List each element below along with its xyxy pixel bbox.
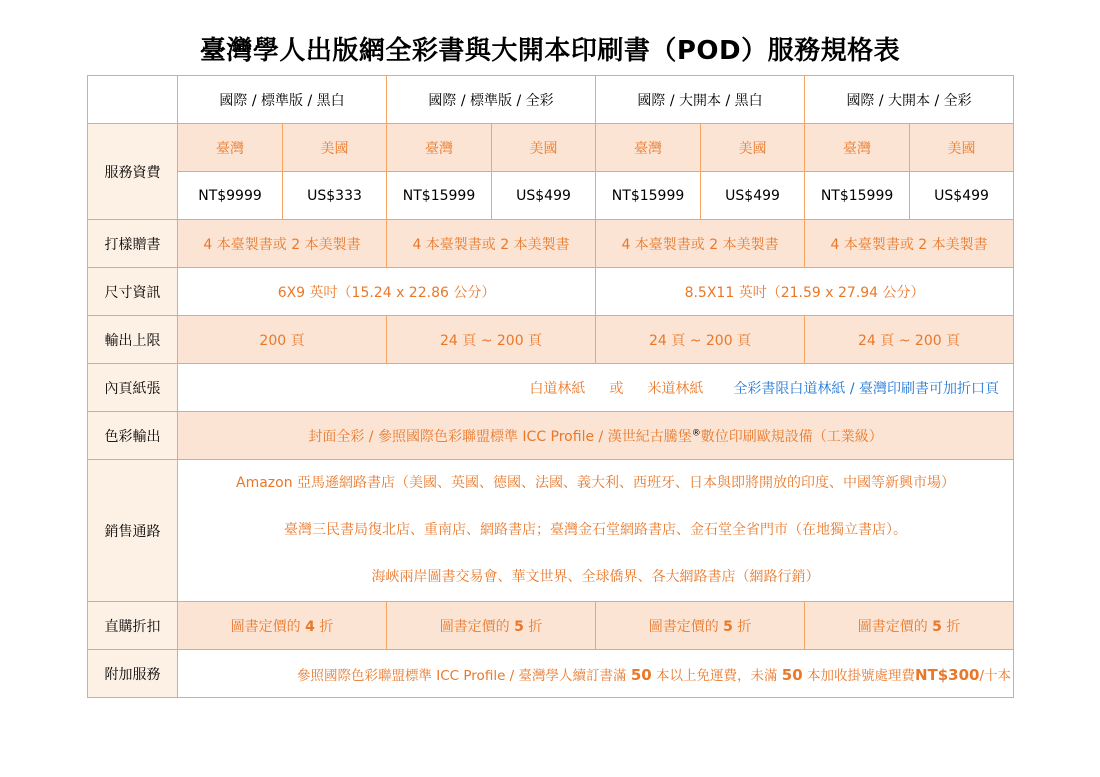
page-title: 臺灣學人出版網全彩書與大開本印刷書（POD）服務規格表 <box>199 36 901 66</box>
row-label-discount: 直購折扣 <box>88 602 178 650</box>
discount-cell <box>178 602 387 650</box>
size-row <box>88 268 1014 316</box>
discount-post: 折 <box>732 618 752 635</box>
paper-cell <box>178 364 1014 412</box>
sales-row <box>88 460 1014 602</box>
paper-note: 全彩書限白道林紙 / 臺灣印刷書可加折口頁 <box>733 380 1000 397</box>
region-tw: 臺灣 <box>387 124 492 172</box>
discount-num: 5 <box>514 618 524 635</box>
discount-cell <box>387 602 596 650</box>
row-label-size: 尺寸資訊 <box>88 268 178 316</box>
region-row <box>88 124 1014 172</box>
paper-option-white: 白道林紙 <box>529 380 586 397</box>
price-cell: NT$15999 <box>805 172 910 220</box>
samples-cell: 4 本臺製書或 2 本美製書 <box>387 220 596 268</box>
price-cell: US$499 <box>492 172 596 220</box>
region-us: 美國 <box>910 124 1014 172</box>
discount-pre: 圖書定價的 <box>648 618 724 635</box>
row-label-sales: 銷售通路 <box>88 460 178 602</box>
sales-line: 海峽兩岸圖書交易會、華文世界、全球僑界、各大網路書店（網路行銷） <box>371 569 820 585</box>
row-label-extra: 附加服務 <box>88 650 178 698</box>
samples-row <box>88 220 1014 268</box>
extra-number: 50 <box>630 665 652 684</box>
color-text-b: 數位印刷歐規設備（工業級） <box>700 428 883 445</box>
paper-option-cream: 米道林紙 <box>647 380 704 397</box>
region-us: 美國 <box>492 124 596 172</box>
spec-table <box>87 75 1014 698</box>
sales-line: Amazon 亞馬遜網路書店（美國、英國、德國、法國、義大利、西班牙、日本與即將開放的印度、中國等新興市場） <box>236 475 956 491</box>
price-cell: NT$15999 <box>596 172 701 220</box>
size-standard: 6X9 英吋（15.24 x 22.86 公分） <box>178 268 596 316</box>
price-cell: NT$15999 <box>387 172 492 220</box>
price-cell: US$499 <box>910 172 1014 220</box>
extra-cell <box>178 650 1014 698</box>
extra-text: 本以上免運費，未滿 <box>651 667 782 684</box>
discount-cell <box>805 602 1014 650</box>
discount-cell <box>596 602 805 650</box>
corner-cell <box>88 76 178 124</box>
paper-row <box>88 364 1014 412</box>
discount-num: 4 <box>305 618 315 635</box>
sales-line: 臺灣三民書局復北店、重南店、網路書店；臺灣金石堂網路書店、金石堂全省門市（在地獨立書店）。 <box>284 522 908 538</box>
size-large: 8.5X11 英吋（21.59 x 27.94 公分） <box>596 268 1014 316</box>
discount-row <box>88 602 1014 650</box>
price-cell: US$333 <box>283 172 387 220</box>
color-cell <box>178 412 1014 460</box>
discount-pre: 圖書定價的 <box>230 618 306 635</box>
extra-number: 50 <box>781 665 803 684</box>
row-label-service-fee: 服務資費 <box>88 124 178 220</box>
discount-post: 折 <box>523 618 543 635</box>
column-header: 國際 / 大開本 / 黑白 <box>596 76 805 124</box>
row-label-pages: 輸出上限 <box>88 316 178 364</box>
price-cell: NT$9999 <box>178 172 283 220</box>
pages-cell: 24 頁 ~ 200 頁 <box>596 316 805 364</box>
extra-text: 本加收掛號處理費 <box>802 667 915 684</box>
pages-cell: 200 頁 <box>178 316 387 364</box>
extra-text: /十本 <box>979 667 1012 684</box>
discount-post: 折 <box>314 618 334 635</box>
region-us: 美國 <box>701 124 805 172</box>
discount-post: 折 <box>941 618 961 635</box>
pages-cell: 24 頁 ~ 200 頁 <box>387 316 596 364</box>
region-us: 美國 <box>283 124 387 172</box>
sales-cell <box>178 460 1014 602</box>
samples-cell: 4 本臺製書或 2 本美製書 <box>805 220 1014 268</box>
price-cell: US$499 <box>701 172 805 220</box>
column-header: 國際 / 標準版 / 全彩 <box>387 76 596 124</box>
column-header: 國際 / 大開本 / 全彩 <box>805 76 1014 124</box>
row-label-samples: 打樣贈書 <box>88 220 178 268</box>
pages-row <box>88 316 1014 364</box>
header-row <box>88 76 1014 124</box>
price-row <box>88 172 1014 220</box>
column-header: 國際 / 標準版 / 黑白 <box>178 76 387 124</box>
region-tw: 臺灣 <box>805 124 910 172</box>
region-tw: 臺灣 <box>178 124 283 172</box>
row-label-color: 色彩輸出 <box>88 412 178 460</box>
samples-cell: 4 本臺製書或 2 本美製書 <box>596 220 805 268</box>
row-label-paper: 內頁紙張 <box>88 364 178 412</box>
registered-mark: ® <box>691 427 701 438</box>
extra-row <box>88 650 1014 698</box>
paper-or: 或 <box>609 380 624 397</box>
extra-fee: NT$300 <box>914 665 980 684</box>
discount-num: 5 <box>932 618 942 635</box>
discount-pre: 圖書定價的 <box>857 618 933 635</box>
color-row <box>88 412 1014 460</box>
pages-cell: 24 頁 ~ 200 頁 <box>805 316 1014 364</box>
samples-cell: 4 本臺製書或 2 本美製書 <box>178 220 387 268</box>
extra-text: 參照國際色彩聯盟標準 ICC Profile / 臺灣學人續訂書滿 <box>296 667 631 684</box>
discount-pre: 圖書定價的 <box>439 618 515 635</box>
color-text-a: 封面全彩 / 參照國際色彩聯盟標準 ICC Profile / 漢世紀古騰堡 <box>308 428 692 445</box>
discount-num: 5 <box>723 618 733 635</box>
region-tw: 臺灣 <box>596 124 701 172</box>
